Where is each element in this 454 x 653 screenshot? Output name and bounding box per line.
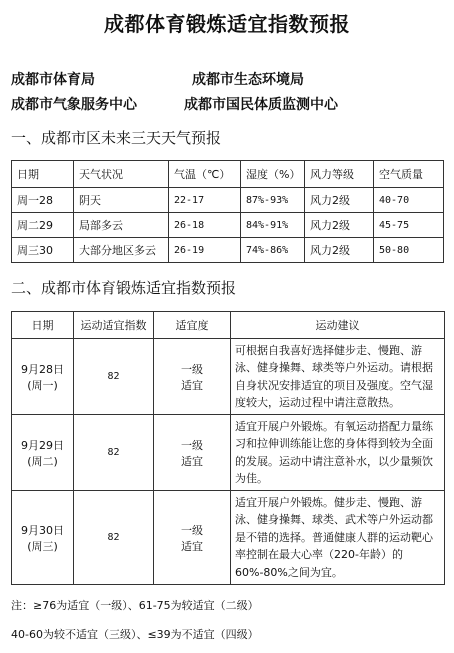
date-text: 9月28日: [21, 362, 64, 376]
cell-date: 周一28: [12, 188, 74, 213]
org-fitness-center: 成都市国民体质监测中心: [184, 97, 338, 113]
cell-weather: 阴天: [74, 188, 169, 213]
index-header-row: [12, 312, 445, 339]
level-text: 一级: [181, 362, 203, 376]
level-label: 适宜: [181, 378, 203, 392]
cell-index: 82: [74, 491, 154, 585]
cell-weather: 大部分地区多云: [74, 238, 169, 263]
cell-date: 周二29: [12, 213, 74, 238]
weekday-text: (周一): [27, 378, 58, 392]
table-row: [12, 339, 445, 415]
cell-suitability: [154, 491, 231, 585]
table-row: [12, 188, 444, 213]
cell-humidity: 74%-86%: [241, 238, 305, 263]
level-text: 一级: [181, 438, 203, 452]
level-text: 一级: [181, 523, 203, 537]
table-row: [12, 213, 444, 238]
table-row: [12, 238, 444, 263]
exercise-index-table: [11, 311, 445, 585]
cell-humidity: 84%-91%: [241, 213, 305, 238]
page-title: 成都体育锻炼适宜指数预报: [104, 12, 350, 36]
cell-advice: 可根据自我喜好选择健步走、慢跑、游泳、健身操舞、球类等户外运动。请根据自身状况安排适宜的项目及强度。空气湿度较大，运动过程中请注意散热。: [231, 339, 445, 415]
cell-advice: 适宜开展户外锻炼。健步走、慢跑、游泳、健身操舞、球类、武术等户外运动都是不错的选择。普通健康人群的运动靶心率控制在最大心率（220-年龄）的60%-80%之间为宜。: [231, 491, 445, 585]
note-line-2: 40-60为较不适宜（三级）、≤39为不适宜（四级）: [11, 628, 259, 641]
cell-suitability: [154, 339, 231, 415]
cell-wind: 风力2级: [305, 213, 374, 238]
section-weather-title: 一、成都市区未来三天天气预报: [11, 129, 222, 147]
cell-temp: 26-19: [169, 238, 241, 263]
cell-wind: 风力2级: [305, 188, 374, 213]
col-header-date: 日期: [12, 312, 74, 339]
cell-suitability: [154, 415, 231, 491]
col-header-advice: 运动建议: [231, 312, 445, 339]
note-line-1: 注：≥76为适宜（一级）、61-75为较适宜（二级）: [11, 599, 259, 612]
weekday-text: (周二): [27, 454, 58, 468]
cell-air: 50-80: [374, 238, 444, 263]
weather-header-row: [12, 161, 444, 188]
cell-date: [12, 415, 74, 491]
cell-date: 周三30: [12, 238, 74, 263]
cell-date: [12, 491, 74, 585]
date-text: 9月29日: [21, 438, 64, 452]
section-index-title: 二、成都市体育锻炼适宜指数预报: [11, 279, 237, 297]
cell-temp: 22-17: [169, 188, 241, 213]
org-sports-bureau: 成都市体育局: [11, 72, 95, 88]
col-header-air: 空气质量: [374, 161, 444, 188]
col-header-weather: 天气状况: [74, 161, 169, 188]
cell-wind: 风力2级: [305, 238, 374, 263]
table-row: [12, 415, 445, 491]
col-header-date: 日期: [12, 161, 74, 188]
date-text: 9月30日: [21, 523, 64, 537]
org-ecology-bureau: 成都市生态环境局: [192, 72, 304, 88]
org-weather-service: 成都市气象服务中心: [11, 97, 137, 113]
cell-index: 82: [74, 339, 154, 415]
col-header-wind: 风力等级: [305, 161, 374, 188]
weather-table: [11, 160, 444, 263]
weekday-text: (周三): [27, 539, 58, 553]
level-label: 适宜: [181, 539, 203, 553]
col-header-index: 运动适宜指数: [74, 312, 154, 339]
col-header-suitability: 适宜度: [154, 312, 231, 339]
cell-temp: 26-18: [169, 213, 241, 238]
col-header-humidity: 湿度（%）: [241, 161, 305, 188]
level-label: 适宜: [181, 454, 203, 468]
cell-advice: 适宜开展户外锻炼。有氧运动搭配力量练习和拉伸训练能让您的身体得到较为全面的发展。运动中请注意补水，以少量频饮为佳。: [231, 415, 445, 491]
cell-air: 40-70: [374, 188, 444, 213]
table-row: [12, 491, 445, 585]
cell-index: 82: [74, 415, 154, 491]
cell-weather: 局部多云: [74, 213, 169, 238]
cell-air: 45-75: [374, 213, 444, 238]
cell-date: [12, 339, 74, 415]
cell-humidity: 87%-93%: [241, 188, 305, 213]
col-header-temp: 气温（℃）: [169, 161, 241, 188]
